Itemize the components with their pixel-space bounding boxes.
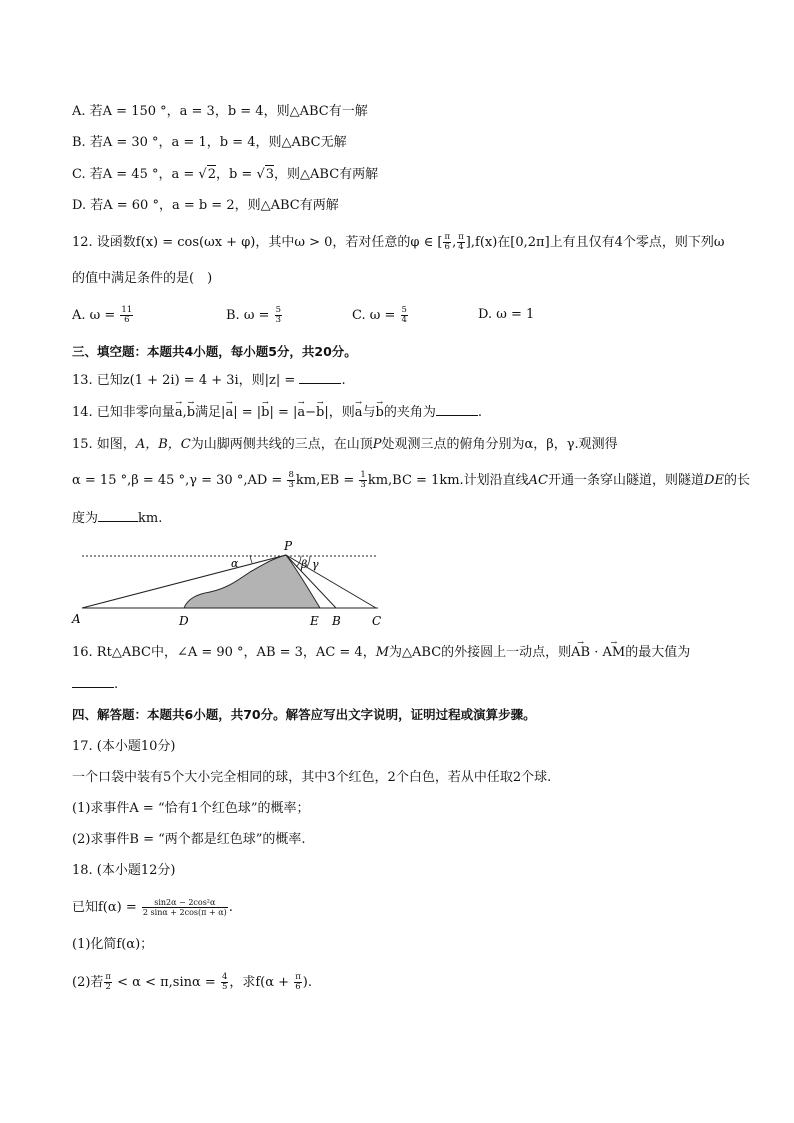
q18-part-2: (2)若 $\frac{\pi}{2}$ < α < π,sinα = $\frac{4}{5}$ ，求f(α + $\frac{\pi}{6}$ ).	[72, 972, 312, 992]
q12a-frac: $\frac{11}{6}$	[121, 305, 133, 325]
q11c-text-1: C. 若A = 45 °，a =	[72, 167, 199, 182]
vec-ab: → AB	[571, 644, 590, 662]
q12-option-a	[72, 306, 134, 325]
q18-frac-pi6: $\frac{\pi}{6}$	[295, 972, 301, 992]
q11-option-d: D. 若A = 60 °，a = b = 2，则△ABC有两解	[72, 198, 339, 213]
label-beta: β	[301, 558, 308, 571]
q18-frac-4-5: $\frac{4}{5}$	[221, 972, 228, 992]
q15-line-2: α = 15 °,β = 45 °,γ = 30 °,AD = $\frac{8}{3}$ km,EB = $\frac{1}{3}$ km,BC = 1km.计划沿直线AC开通一条穿山隧道，则隧道DE的长	[72, 470, 750, 490]
q14: 14. 已知非零向量→ a,→ b满足|→ a| = |→ b| = |→ a−→ b|，则→ a与→ b的夹角为 .	[72, 404, 482, 422]
label-b: B	[332, 614, 341, 628]
q12-option-d: D. ω = 1	[478, 307, 535, 322]
q12-option-b	[226, 306, 283, 325]
q18-frac-pi2: $\frac{\pi}{2}$	[105, 972, 112, 992]
q12b-frac: $\frac{5}{3}$	[275, 305, 281, 325]
q15-line-1: 15. 如图，A，B，C为山脚两侧共线的三点，在山顶P处观测三点的俯角分别为α，β，γ.观测得	[72, 437, 618, 452]
q13-period: .	[341, 373, 346, 388]
q12-frac-pi6: $\frac{\pi}{6}$	[444, 232, 451, 252]
q16-line-2: .	[72, 676, 118, 694]
label-p: P	[284, 539, 293, 553]
q15-frac-1-3: $\frac{1}{3}$	[360, 470, 366, 490]
q17-heading: 17. (本小题10分)	[72, 739, 176, 754]
q12c-label: C. ω =	[352, 308, 400, 323]
q12b-label: B. ω =	[226, 308, 274, 323]
q12-frac-pi4: $\frac{\pi}{4}$	[458, 232, 464, 252]
q18-heading: 18. (本小题12分)	[72, 863, 176, 878]
q15-frac-8-3: $\frac{8}{3}$	[288, 470, 294, 490]
q12c-frac: $\frac{5}{4}$	[401, 305, 407, 325]
q16-line-1: 16. Rt△ABC中，∠A = 90 °，AB = 3，AC = 4，M为△ABC的外接圆上一动点，则→ AB · → AM的最大值为	[72, 644, 690, 662]
vec-am: → AM	[603, 644, 626, 662]
q11-option-a: A. 若A = 150 °，a = 3，b = 4，则△ABC有一解	[72, 104, 368, 119]
label-alpha: α	[231, 557, 239, 570]
label-d: D	[179, 614, 189, 628]
label-c: C	[372, 614, 382, 628]
q11c-text-2: ，b =	[215, 167, 257, 182]
q14-text-pre: 14. 已知非零向量	[72, 405, 175, 420]
label-a: A	[72, 612, 81, 626]
q11c-radicand-1: 2	[207, 167, 216, 182]
q18-part-1: (1)化简f(α)；	[72, 937, 154, 952]
label-e: E	[310, 614, 319, 628]
q17-body: 一个口袋中装有5个大小完全相同的球，其中3个红色，2个白色，若从中任取2个球.	[72, 770, 552, 785]
vec-b: → b	[187, 404, 195, 422]
q12-text-pre: 12. 设函数f(x) = cos(ωx + φ)，其中ω > 0，若对任意的φ ∈ [	[72, 235, 443, 250]
q17-part-2: (2)求事件B = “两个都是红色球”的概率.	[72, 832, 306, 847]
q15-points: A，B，C	[135, 437, 191, 452]
q12-text-post: ],f(x)在[0,2π]上有且仅有4个零点，则下列ω	[465, 235, 725, 250]
q13-answer-blank[interactable]	[299, 383, 341, 384]
q12a-label: A. ω =	[72, 308, 120, 323]
section-3-heading: 三、填空题：本题共4小题，每小题5分，共20分。	[72, 344, 357, 359]
vec-a: → a	[175, 404, 183, 422]
q18-frac: $\frac{\text{sin2α − 2cos²α}}{2 \sin\alpha + 2\cos(\pi + \alpha)}$	[142, 898, 227, 917]
angle-arc-gamma	[307, 556, 310, 567]
q15-line-3: 度为 km.	[72, 511, 163, 526]
q15-answer-blank[interactable]	[98, 521, 138, 522]
q12-line-2: 的值中满足条件的是( )	[72, 271, 213, 286]
q12-comma: ,	[452, 235, 457, 250]
q12-line-1	[72, 233, 725, 252]
q11-option-b: B. 若A = 30 °，a = 1，b = 4，则△ABC无解	[72, 135, 347, 150]
q18-function: 已知f(α) = $\frac{\text{sin2α − 2cos²α}}{2 \sin\alpha + 2\cos(\pi + \alpha)}$ .	[72, 898, 233, 917]
q11c-text-3: ，则△ABC有两解	[274, 167, 379, 182]
q14-answer-blank[interactable]	[436, 415, 478, 416]
q11-option-c: C. 若A = 45 °，a = √2，b = √3，则△ABC有两解	[72, 167, 379, 182]
q13	[72, 372, 346, 390]
q16-answer-blank[interactable]	[72, 687, 114, 688]
label-gamma: γ	[312, 558, 319, 571]
q17-part-1: (1)求事件A = “恰有1个红色球”的概率；	[72, 801, 310, 816]
q13-text: 13. 已知z(1 + 2i) = 4 + 3i，则|z| =	[72, 373, 300, 388]
mountain-tunnel-figure	[68, 536, 398, 636]
q12-option-c	[352, 306, 409, 325]
section-4-heading: 四、解答题：本题共6小题，共70分。解答应写出文字说明，证明过程或演算步骤。	[72, 707, 536, 722]
q11c-radicand-2: 3	[265, 167, 275, 182]
